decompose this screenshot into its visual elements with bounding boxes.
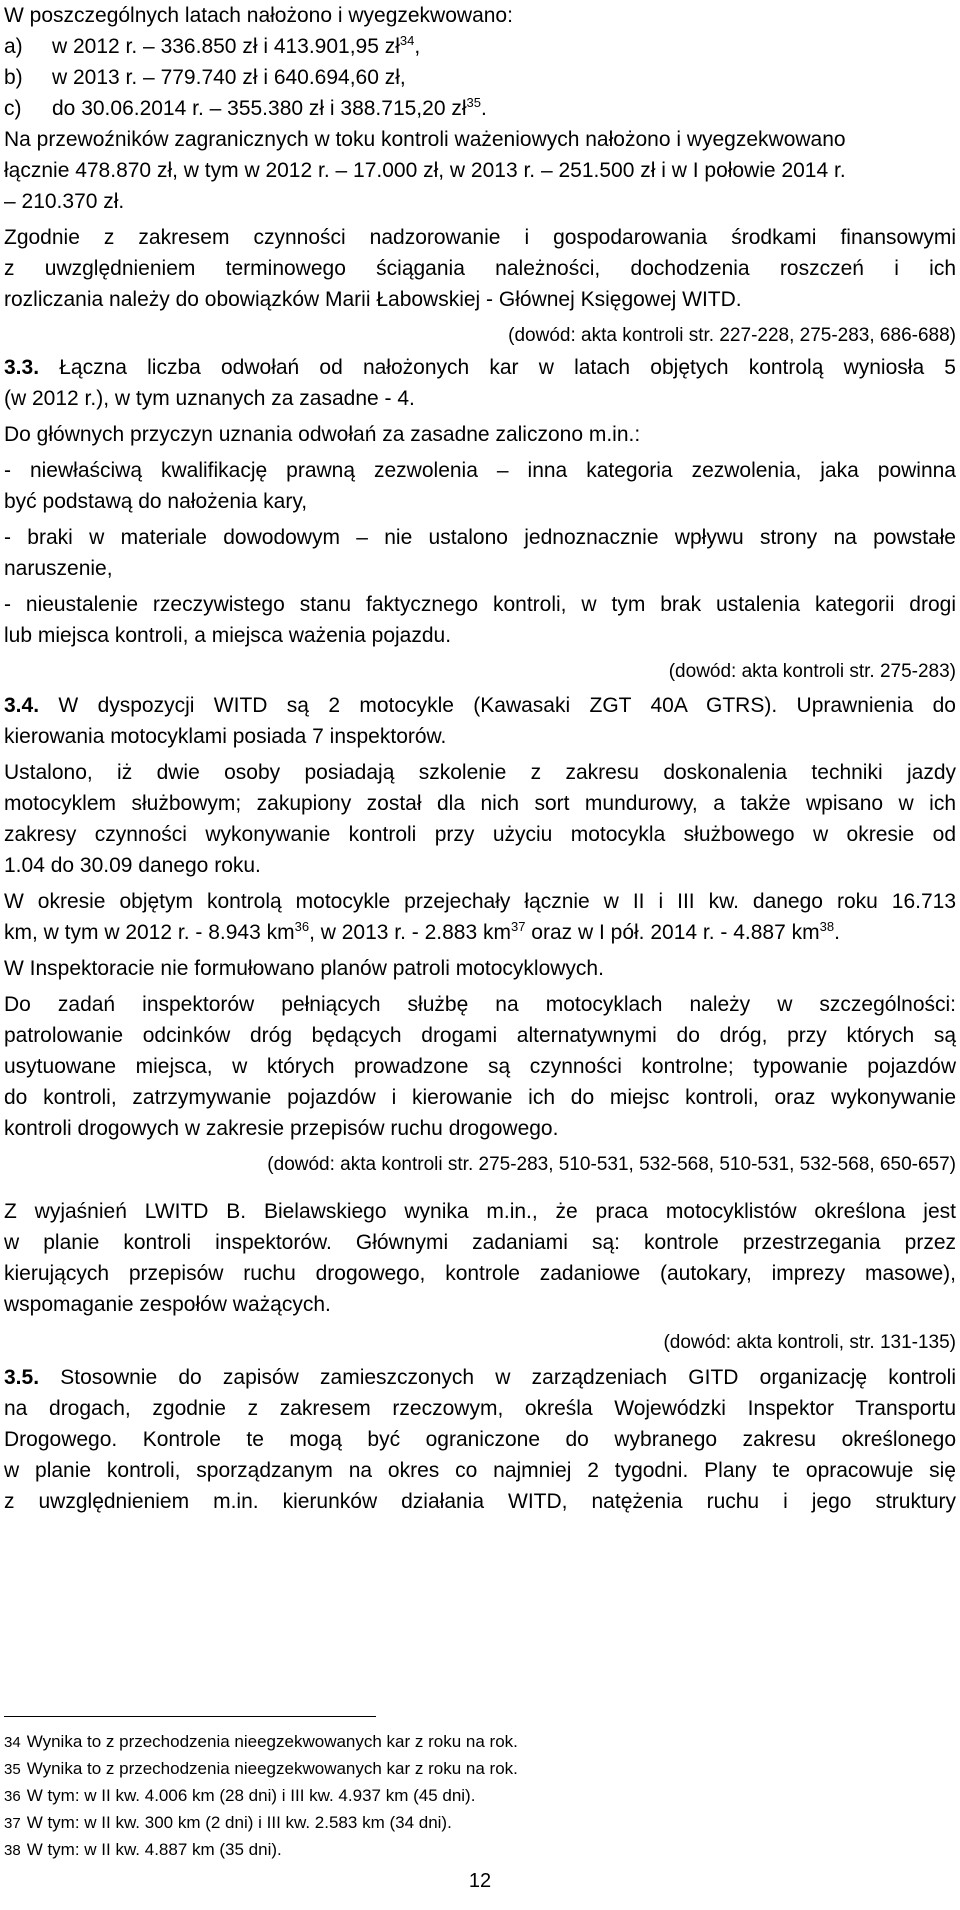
footnote-text: W tym: w II kw. 4.006 km (28 dni) i III kw. 4.937 km (45 dni). <box>26 1786 476 1805</box>
footnote-number: 35 <box>4 1761 21 1778</box>
list-item-label: c) <box>4 97 22 120</box>
page-number: 12 <box>468 1870 492 1892</box>
footnote-text: Wynika to z przechodzenia nieegzekwowanych kar z roku na rok. <box>26 1732 518 1751</box>
section-text: Łączna liczba odwołań od nałożonych kar w latach objętych kontrolą wyniosła 5 <box>59 356 956 379</box>
list-item-text: w 2012 r. – 336.850 zł i 413.901,95 zł <box>52 35 400 58</box>
footnote <box>4 1758 518 1781</box>
section-3-5-line-5: z uwzględnieniem m.in. kierunków działania WITD, natężenia ruchu i jego struktury <box>4 1490 956 1513</box>
list-item-tail: , <box>414 35 421 58</box>
footnote-number: 36 <box>4 1788 21 1805</box>
section-3-4-line-2: kierowania motocyklami posiada 7 inspektorów. <box>4 725 447 748</box>
footnote-ref: 34 <box>399 33 415 48</box>
explanation-line-1: Z wyjaśnień LWITD B. Bielawskiego wynika m.in., że praca motocyklistów określona jest <box>4 1200 956 1223</box>
section-3-5-line-4: w planie kontroli, sporządzanym na okres co najmniej 2 tygodni. Plany te opracowuje się <box>4 1459 956 1482</box>
footnote-number: 37 <box>4 1815 21 1832</box>
carriers-line-2: łącznie 478.870 zł, w tym w 2012 r. – 17.000 zł, w 2013 r. – 251.500 zł i w I połowie 2014 r. <box>4 159 846 182</box>
section-3-3-line-1 <box>4 352 956 383</box>
footnote <box>4 1839 282 1862</box>
list-item-text: w 2013 r. – 779.740 zł i 640.694,60 zł, <box>52 66 406 89</box>
training-line-4: 1.04 do 30.09 danego roku. <box>4 854 261 877</box>
tasks-line-2: patrolowanie odcinków dróg będących drogami alternatywnymi do dróg, przy których są <box>4 1024 956 1047</box>
tasks-line-3: usytuowane miejsca, w których prowadzone są czynności kontrolne; typowanie pojazdów <box>4 1055 956 1078</box>
section-text: W dyspozycji WITD są 2 motocykle (Kawasaki ZGT 40A GTRS). Uprawnienia do <box>58 694 956 717</box>
section-3-5-line-1 <box>4 1362 956 1393</box>
explanation-line-3: kierujących przepisów ruchu drogowego, kontrole zadaniowe (autokary, imprezy masowe), <box>4 1262 956 1285</box>
explanation-line-4: wspomaganie zespołów ważących. <box>4 1293 331 1316</box>
section-number: 3.4. <box>4 694 40 717</box>
training-line-1: Ustalono, iż dwie osoby posiadają szkolenie z zakresu doskonalenia techniki jazdy <box>4 761 956 784</box>
duties-line-2: z uwzględnieniem terminowego ściągania należności, dochodzenia roszczeń i ich <box>4 257 956 280</box>
section-number: 3.3. <box>4 356 40 379</box>
section-3-5-line-2: na drogach, zgodnie z zakresem rzeczowym, określa Wojewódzki Inspektor Transportu <box>4 1397 956 1420</box>
tasks-line-4: do kontroli, zatrzymywanie pojazdów i kierowanie ich do miejsc kontroli, oraz wykonywanie <box>4 1086 956 1109</box>
footnote-text: W tym: w II kw. 300 km (2 dni) i III kw. 2.583 km (34 dni). <box>26 1813 452 1832</box>
footnote-ref: 37 <box>511 919 526 934</box>
section-text: Stosownie do zapisów zamieszczonych w zarządzeniach GITD organizację kontroli <box>60 1366 956 1389</box>
training-line-3: zakresy czynności wykonywanie kontroli przy użyciu motocykla służbowego w okresie od <box>4 823 956 846</box>
footnote-number: 38 <box>4 1842 21 1859</box>
list-item-text: do 30.06.2014 r. – 355.380 zł i 388.715,20 zł <box>52 97 467 120</box>
footnote-text: W tym: w II kw. 4.887 km (35 dni). <box>26 1840 282 1859</box>
footnote-ref: 38 <box>819 919 835 934</box>
bullet-2-line-2: naruszenie, <box>4 557 113 580</box>
footnote-ref: 36 <box>294 919 310 934</box>
list-item-label: a) <box>4 35 23 58</box>
footnote-ref: 35 <box>466 95 481 110</box>
list-item <box>4 62 406 93</box>
footnote <box>4 1812 452 1835</box>
bullet-3-line-2: lub miejsca kontroli, a miejsca ważenia pojazdu. <box>4 624 452 647</box>
intro-line: W poszczególnych latach nałożono i wyegzekwowano: <box>4 4 513 27</box>
list-item-label: b) <box>4 66 23 89</box>
section-3-3-line-2: (w 2012 r.), w tym uznanych za zasadne - 4. <box>4 387 415 410</box>
mileage-line-1: W okresie objętym kontrolą motocykle przejechały łącznie w II i III kw. danego roku 16.713 <box>4 890 956 913</box>
bullet-1-line-1: - niewłaściwą kwalifikację prawną zezwolenia – inna kategoria zezwolenia, jaka powinna <box>4 459 956 482</box>
evidence-note: (dowód: akta kontroli str. 275-283, 510-531, 532-568, 510-531, 532-568, 650-657) <box>267 1154 956 1175</box>
bullet-3-line-1: - nieustalenie rzeczywistego stanu faktycznego kontroli, w tym brak ustalenia kategorii drogi <box>4 593 956 616</box>
footnote <box>4 1731 518 1754</box>
mileage-text: . <box>834 921 840 944</box>
evidence-note: (dowód: akta kontroli str. 275-283) <box>668 661 956 682</box>
list-item <box>4 93 487 124</box>
footnote-text: Wynika to z przechodzenia nieegzekwowanych kar z roku na rok. <box>26 1759 518 1778</box>
evidence-note: (dowód: akta kontroli, str. 131-135) <box>663 1332 956 1353</box>
footnote-number: 34 <box>4 1734 21 1751</box>
bullet-2-line-1: - braki w materiale dowodowym – nie ustalono jednoznacznie wpływu strony na powstałe <box>4 526 956 549</box>
footnote-separator <box>4 1716 376 1717</box>
tasks-line-1: Do zadań inspektorów pełniących służbę na motocyklach należy w szczególności: <box>4 993 956 1016</box>
carriers-line-3: – 210.370 zł. <box>4 190 125 213</box>
mileage-text: km, w tym w 2012 r. - 8.943 km <box>4 921 295 944</box>
section-3-5-line-3: Drogowego. Kontrole te mogą być ograniczone do wybranego zakresu określonego <box>4 1428 956 1451</box>
tasks-line-5: kontroli drogowych w zakresie przepisów ruchu drogowego. <box>4 1117 559 1140</box>
duties-line-3: rozliczania należy do obowiązków Marii Łabowskiej - Głównej Księgowej WITD. <box>4 288 742 311</box>
list-item-tail: . <box>480 97 487 120</box>
explanation-line-2: w planie kontroli inspektorów. Głównymi zadaniami są: kontrole przestrzegania przez <box>4 1231 956 1254</box>
section-3-3-line-3: Do głównych przyczyn uznania odwołań za zasadne zaliczono m.in.: <box>4 423 641 446</box>
evidence-note: (dowód: akta kontroli str. 227-228, 275-283, 686-688) <box>508 325 956 346</box>
patrol-plans-line: W Inspektoracie nie formułowano planów patroli motocyklowych. <box>4 957 604 980</box>
duties-line-1: Zgodnie z zakresem czynności nadzorowanie i gospodarowania środkami finansowymi <box>4 226 956 249</box>
bullet-1-line-2: być podstawą do nałożenia kary, <box>4 490 308 513</box>
carriers-line-1: Na przewoźników zagranicznych w toku kontroli ważeniowych nałożono i wyegzekwowano <box>4 128 846 151</box>
mileage-line-2 <box>4 917 956 948</box>
footnote <box>4 1785 475 1808</box>
section-number: 3.5. <box>4 1366 40 1389</box>
list-item <box>4 31 420 62</box>
section-3-4-line-1 <box>4 690 956 721</box>
mileage-text: oraz w I pół. 2014 r. - 4.887 km <box>525 921 820 944</box>
training-line-2: motocyklem służbowym; zakupiony został dla nich sort mundurowy, a także wpisano w ich <box>4 792 956 815</box>
mileage-text: , w 2013 r. - 2.883 km <box>309 921 511 944</box>
